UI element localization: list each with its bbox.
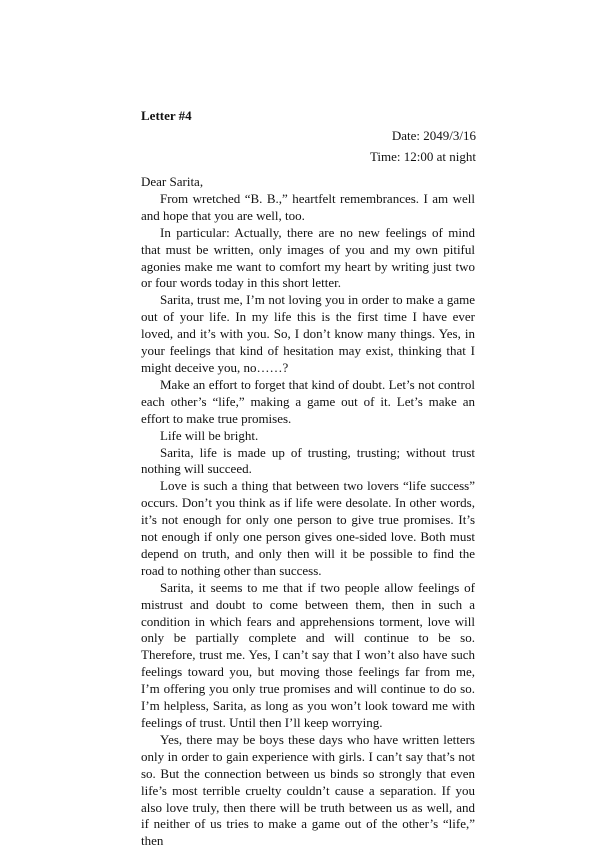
paragraph-7: Love is such a thing that between two lovers “life success” occurs. Don’t you think as if life were desolate. In other words, it’s not enough for only one person to give true promises. It’s not enough if only one person gives one-sided love. Both must depend on truth, and only then will it be possible to find the road to nothing other than success. [141,478,475,578]
paragraph-8: Sarita, it seems to me that if two people allow feelings of mistrust and doubt to come between them, then in such a condition in which fears and apprehensions torment, love will only be partially complete and will continue to be so. Therefore, trust me. Yes, I can’t say that I won’t also have such feelings toward you, but moving those feelings far from me, I’m offering you only true promises and will continue to do so. I’m helpless, Sarita, as long as you won’t look toward me with feelings of trust. Until then I’ll keep worrying. [141,579,475,730]
letter-body [141,174,475,850]
letter-date: Date: 2049/3/16 [391,128,476,143]
paragraph-2: In particular: Actually, there are no new feelings of mind that must be written, only images of you and my own pitiful agonies make me want to comfort my heart by writing just two or four words today in this short letter. [141,224,475,291]
paragraph-9: Yes, there may be boys these days who have written letters only in order to gain experience with girls. I can’t say that’s not so. But the connection between us binds so strongly that even life’s most terrible cruelty couldn’t cause a separation. If you also love truly, then there will be truth between us as well, and if neither of us tries to make a game out of the other’s “life,” then [141,731,475,849]
paragraph-6: Sarita, life is made up of trusting, trusting; without trust nothing will succeed. [141,444,475,477]
letter-time: Time: 12:00 at night [369,149,476,164]
salutation: Dear Sarita, [141,174,204,189]
paragraph-4: Make an effort to forget that kind of doubt. Let’s not control each other’s “life,” making a game out of it. Let’s make an effort to make true promises. [141,376,475,426]
paragraph-3: Sarita, trust me, I’m not loving you in order to make a game out of your life. In my life this is the first time I have ever loved, and it’s with you. So, I don’t know many things. Yes, in your feelings that kind of hesitation may exist, thinking that I might deceive you, no……? [141,292,475,375]
paragraph-5: Life will be bright. [160,427,259,443]
paragraph-1: From wretched “B. B.,” heartfelt remembrances. I am well and hope that you are well, too. [141,190,475,223]
letter-title: Letter #4 [141,108,192,123]
